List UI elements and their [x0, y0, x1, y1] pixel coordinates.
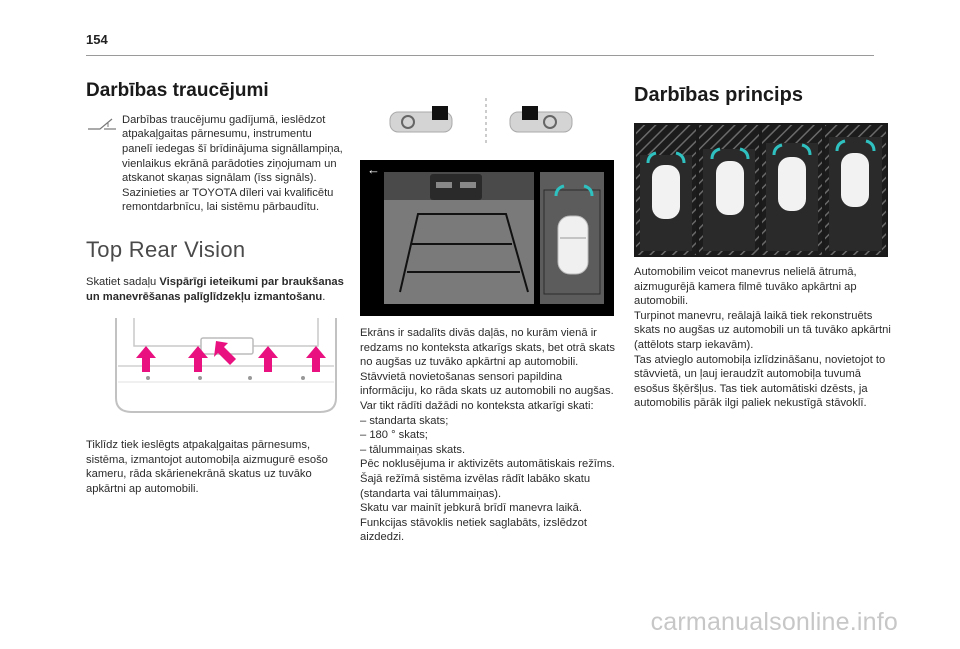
back-arrow-icon[interactable]: ← — [367, 162, 380, 177]
screen-text-5: Šajā režīmā sistēma izvēlas rādīt labāko skatu (standarta vai tālummaiņas). — [360, 472, 591, 500]
list-item-zoom: – tālummaiņas skats. — [360, 443, 466, 456]
camera-screen-view — [360, 160, 614, 316]
column-right — [634, 80, 892, 411]
list-item-180: – 180 ° skats; — [360, 429, 428, 442]
intro-reference-link: Vispārīgi ieteikumi par braukšanas un manevrēšanas palīglīdzekļu izmantošanu — [86, 275, 344, 303]
malfunction-title: Darbības traucējumi — [86, 80, 269, 101]
page-number: 154 — [86, 32, 108, 47]
principle-text-3: Tas atvieglo automobiļa izlīdzināšanu, novietojot to stāvvietā, un ļauj ieraudzīt automobiļa tuvumā esošus šķēršļus. Tas tiek automātiski dzēsts, ja automobilis pārāk ilgi paliek nekustīgā stāvoklī. — [634, 353, 886, 410]
principle-text-2: Turpinot manevru, reālajā laikā tiek rekonstruēts skats no augšas uz automobili un tā tuvāko apkārtni (attēlots starp iekavām). — [634, 309, 891, 351]
site-watermark: carmanualsonline.info — [650, 608, 898, 636]
screen-text-6: Skatu var mainīt jebkurā brīdī manevra laikā. — [360, 502, 582, 515]
column-left — [86, 80, 344, 497]
top-rear-vision-title: Top Rear Vision — [86, 236, 246, 262]
principle-text-1: Automobilim veicot manevrus nelielā ātrumā, aizmugurējā kamera filmē tuvāko apkārtni ap automobili. — [634, 266, 857, 308]
malfunction-text: Darbības traucējumu gadījumā, ieslēdzot atpakaļgaitas pārnesumu, instrumentu panelī iedegas šī brīdinājuma signāllampiņa, vienlaikus ekrānā parādoties ziņojumam un atskanot skaņas signālam (īss signāls). Sazinieties ar TOYOTA dīleri vai kvalificētu remontdarbnīcu, lai sistēmu pārbaudītu. — [122, 113, 343, 214]
principle-title: Darbības princips — [634, 84, 803, 106]
screen-text-4: Pēc noklusējuma ir aktivizēts automātiskais režīms. — [360, 458, 615, 471]
list-item-standard: – standarta skats; — [360, 414, 449, 427]
camera-screen — [360, 160, 614, 316]
principle-illustration — [634, 123, 888, 257]
mirror-view-diagram — [360, 94, 614, 150]
header-rule — [86, 55, 874, 56]
screen-text-1: Ekrāns ir sadalīts divās daļās, no kurām vienā ir redzams no konteksta atkarīgs skats, bet otrā skats no augšas uz tuvāko apkārtni ap automobili. — [360, 327, 615, 369]
top-rear-vision-text: Tiklīdz tiek ieslēgts atpakaļgaitas pārnesums, sistēma, izmantojot automobiļa aizmugurē esošo kameru, rāda skārienekrānā skatus uz tuvāko apkārtni ap automobili. — [86, 439, 328, 495]
rear-bumper-illustration — [108, 316, 348, 416]
screen-text-2: Stāvvietā novietošanas sensori papildina informāciju, ko rāda skats uz automobili no augšas. — [360, 370, 614, 398]
column-middle — [360, 80, 618, 545]
screen-text-7: Funkcijas stāvoklis netiek saglabāts, izslēdzot aizdedzi. — [360, 516, 587, 544]
malfunction-block — [86, 113, 344, 215]
top-rear-vision-intro: Skatiet sadaļu Vispārīgi ieteikumi par braukšanas un manevrēšanas palīglīdzekļu izmantošanu. — [86, 275, 344, 303]
screen-text-3: Var tikt rādīti dažādi no konteksta atkarīgi skati: — [360, 399, 594, 412]
warning-lamp-icon — [86, 115, 118, 133]
